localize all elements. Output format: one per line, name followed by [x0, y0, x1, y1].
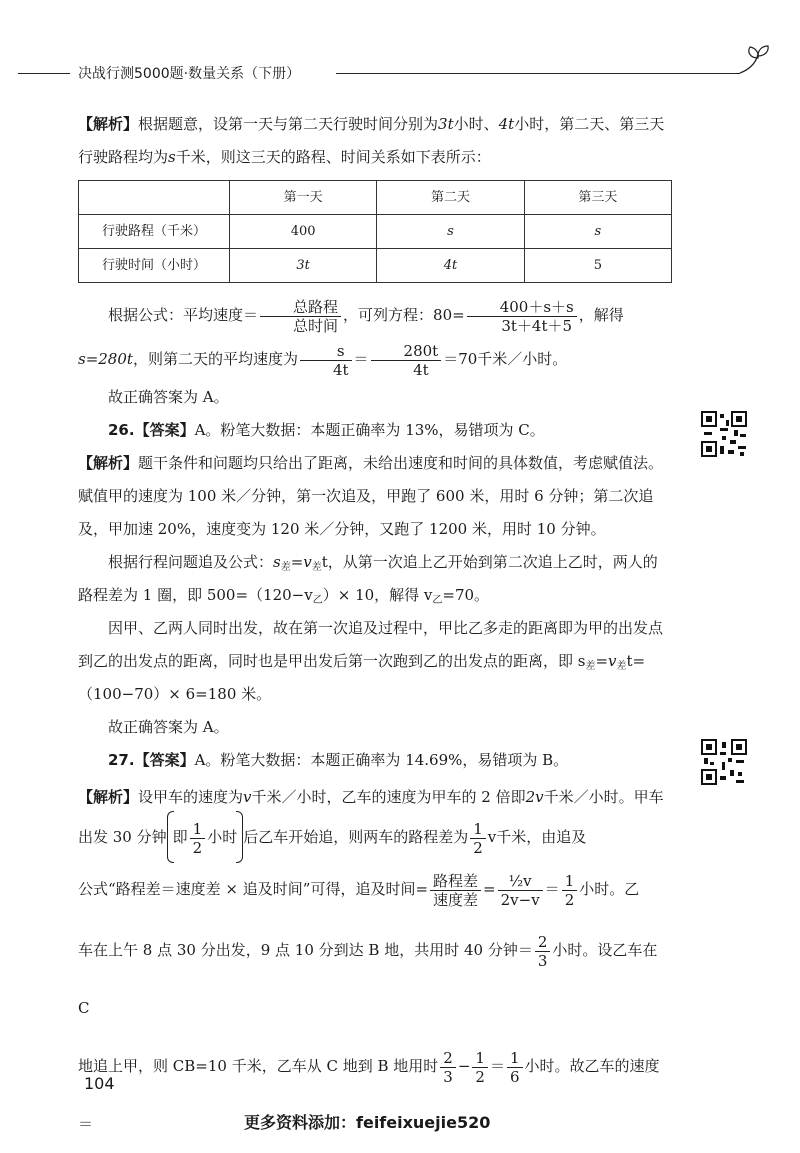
text-span: =70。: [442, 586, 490, 604]
math-var: s: [168, 148, 176, 166]
frac-num: 2: [535, 933, 551, 952]
math-var: =v: [595, 652, 617, 670]
frac-num: ½v: [498, 872, 543, 891]
frac-num: 400＋s＋s: [467, 298, 577, 317]
q27-speed: [78, 1037, 672, 1153]
frac-den: 3t＋4t＋5: [501, 316, 573, 335]
subscript: 差: [585, 661, 596, 672]
route-time-table: [78, 180, 672, 283]
subscript: 差: [311, 562, 322, 573]
q27-formula: [78, 857, 672, 921]
math-var: s: [273, 553, 281, 571]
analysis-tag: 【解析】: [78, 454, 139, 472]
text-span: 小时，第二天、第三天行驶路程均为: [78, 115, 665, 166]
table-cell: 400: [230, 215, 377, 249]
header-rule-left: [18, 73, 70, 74]
q25-conclusion: 故正确答案为 A。: [108, 388, 229, 406]
text-span: 小时: [207, 828, 238, 846]
text-span: A。粉笔大数据：本题正确率为 14.69%，易错项为 B。: [194, 751, 569, 769]
answer-tag: 【答案】: [134, 421, 195, 439]
math-var: 4t: [498, 115, 515, 133]
page-content: [78, 108, 672, 1153]
text-span: ＝: [489, 1057, 505, 1075]
math-var: 2v: [525, 788, 544, 806]
text-span: ）× 10，解得 v: [322, 586, 433, 604]
fraction: [507, 1049, 523, 1086]
q26-analysis: [78, 447, 672, 546]
frac-num: 1: [507, 1049, 523, 1068]
frac-num: 1: [562, 872, 578, 891]
page-header: [18, 60, 778, 86]
text-span: ，可列方程：80=: [343, 306, 465, 324]
q27-answer: [78, 744, 672, 777]
q26-conclusion: 故正确答案为 A。: [108, 718, 229, 736]
text-span: 公式“路程差＝速度差 × 追及时间”可得，追及时间=: [78, 880, 429, 898]
math-var: s=280t: [78, 350, 133, 368]
text-span: 千米，则这三天的路程、时间关系如下表所示：: [175, 148, 491, 166]
text-span: t，从第一次追上乙开始到第二次追上乙时，两人的路程差为 1 圈，即 500=（120−v: [78, 553, 658, 604]
q26-reasoning: [78, 612, 672, 711]
fraction: [430, 872, 481, 909]
footer-note: 更多资料添加：feifeixuejie520: [244, 1113, 491, 1132]
subscript: 乙: [312, 595, 323, 606]
text-span: 千米／小时，乙车的速度为甲车的 2 倍即: [251, 788, 526, 806]
text-span: 根据题意，设第一天与第二天行驶时间分别为: [138, 115, 439, 133]
fraction: [300, 342, 352, 379]
frac-den: 4t: [413, 360, 429, 379]
frac-den: 3: [537, 951, 548, 970]
text-span: 千米／小时。甲车出发 30 分钟: [78, 788, 664, 846]
frac-num: 280t: [371, 342, 442, 361]
table-cell: 3t: [230, 249, 377, 283]
frac-den: 2: [564, 890, 575, 909]
table-cell: 第三天: [524, 181, 671, 215]
fraction: [470, 820, 486, 857]
frac-den: 4t: [332, 360, 349, 379]
fraction: [440, 1049, 456, 1086]
subscript: 差: [280, 562, 291, 573]
table-header-row: [79, 181, 672, 215]
frac-num: s: [300, 342, 352, 361]
q26-formula: [78, 546, 672, 612]
table-cell: 第一天: [230, 181, 377, 215]
text-span: 后乙车开始追，则两车的路程差为: [243, 828, 469, 846]
text-span: ＝: [544, 880, 560, 898]
math-var: =v: [290, 553, 312, 571]
text-span: A。粉笔大数据：本题正确率为 13%，易错项为 C。: [194, 421, 545, 439]
text-span: 设甲车的速度为: [138, 788, 244, 806]
text-span: 小时。设乙车在 C: [78, 941, 658, 1017]
table-row: [79, 249, 672, 283]
text-span: 小时、: [453, 115, 499, 133]
qr-code-icon[interactable]: [700, 410, 748, 458]
q26-answer: [78, 414, 672, 447]
frac-den: 2: [475, 1067, 485, 1086]
frac-den: 3: [443, 1067, 453, 1086]
subscript: 差: [616, 661, 627, 672]
text-span: −: [457, 1057, 471, 1075]
fraction: [260, 298, 341, 335]
answer-tag: 【答案】: [134, 751, 195, 769]
table-cell: s: [377, 215, 524, 249]
text-span: 小时。故乙车的速度＝: [78, 1057, 660, 1133]
frac-den: 2: [473, 838, 483, 857]
qr-code-icon[interactable]: [700, 738, 748, 786]
math-var: v: [243, 788, 252, 806]
fraction: [498, 872, 543, 909]
table-cell: 5: [524, 249, 671, 283]
frac-num: 1: [470, 820, 486, 839]
frac-den: 2v−v: [500, 890, 540, 909]
frac-den: 6: [509, 1067, 520, 1086]
header-title: 决战行测5000题·数量关系（下册）: [78, 66, 301, 82]
frac-num: 1: [190, 820, 206, 839]
text-span: 因甲、乙两人同时出发，故在第一次追及过程中，甲比乙多走的距离即为甲的出发点到乙的出发点的距离，同时也是甲出发后第一次跑到乙的出发点的距离，即 s: [78, 619, 664, 670]
fraction: [467, 298, 577, 335]
text-span: 地追上甲，则 CB=10 千米，乙车从 C 地到 B 地用时: [78, 1057, 439, 1075]
q27-analysis: [78, 777, 672, 857]
text-span: ＝: [353, 350, 369, 368]
text-span: 小时。乙: [579, 880, 640, 898]
table-row: [79, 215, 672, 249]
q27-time: [78, 921, 672, 1037]
frac-num: 2: [440, 1049, 456, 1068]
frac-num: 总路程: [260, 298, 341, 317]
sprout-icon: [734, 44, 774, 78]
text-span: 题干条件和问题均只给出了距离，未给出速度和时间的具体数值，考虑赋值法。赋值甲的速度为 100 米／分钟，第一次追及，甲跑了 600 米，用时 6 分钟；第二次追及，甲加速 20%，速度变为 120 米／分钟，又跑了 1200 米，用时 10 分钟。: [78, 454, 664, 538]
question-number: 26.: [108, 421, 135, 439]
table-cell: 行驶时间（小时）: [79, 249, 230, 283]
fraction: [190, 820, 206, 857]
fraction: [472, 1049, 488, 1086]
text-span: 车在上午 8 点 30 分出发，9 点 10 分到达 B 地，共用时 40 分钟＝: [78, 941, 533, 959]
frac-den: 2: [192, 838, 203, 857]
analysis-tag: 【解析】: [78, 788, 139, 806]
frac-num: 1: [472, 1049, 488, 1068]
fraction: [562, 872, 578, 909]
page-number: 104: [84, 1074, 115, 1093]
text-span: 根据行程问题追及公式：: [108, 553, 274, 571]
table-cell: 4t: [377, 249, 524, 283]
math-var: 3t: [438, 115, 454, 133]
table-cell: s: [524, 215, 671, 249]
text-span: ，则第二天的平均速度为: [132, 350, 298, 368]
question-number: 27.: [108, 751, 135, 769]
analysis-tag: 【解析】: [78, 115, 139, 133]
table-cell: [79, 181, 230, 215]
frac-den: 速度差: [433, 890, 479, 909]
text-span: ＝70千米／小时。: [443, 350, 568, 368]
fraction: [371, 342, 442, 379]
text-span: 即: [172, 828, 188, 846]
paren-group: [167, 817, 244, 857]
fraction: [535, 933, 551, 970]
table-cell: 行驶路程（千米）: [79, 215, 230, 249]
text-span: =: [483, 880, 496, 898]
frac-den: 总时间: [293, 316, 339, 335]
q25-analysis: [78, 108, 672, 174]
text-span: v千米，由追及: [487, 828, 587, 846]
frac-num: 路程差: [430, 872, 481, 891]
text-span: t=（100−70）× 6=180 米。: [78, 652, 646, 703]
table-cell: 第二天: [377, 181, 524, 215]
text-span: 根据公式：平均速度＝: [108, 306, 259, 324]
subscript: 乙: [432, 595, 443, 606]
header-rule-right: [336, 73, 740, 74]
text-span: ，解得: [578, 306, 624, 324]
q25-formula: [78, 293, 672, 381]
